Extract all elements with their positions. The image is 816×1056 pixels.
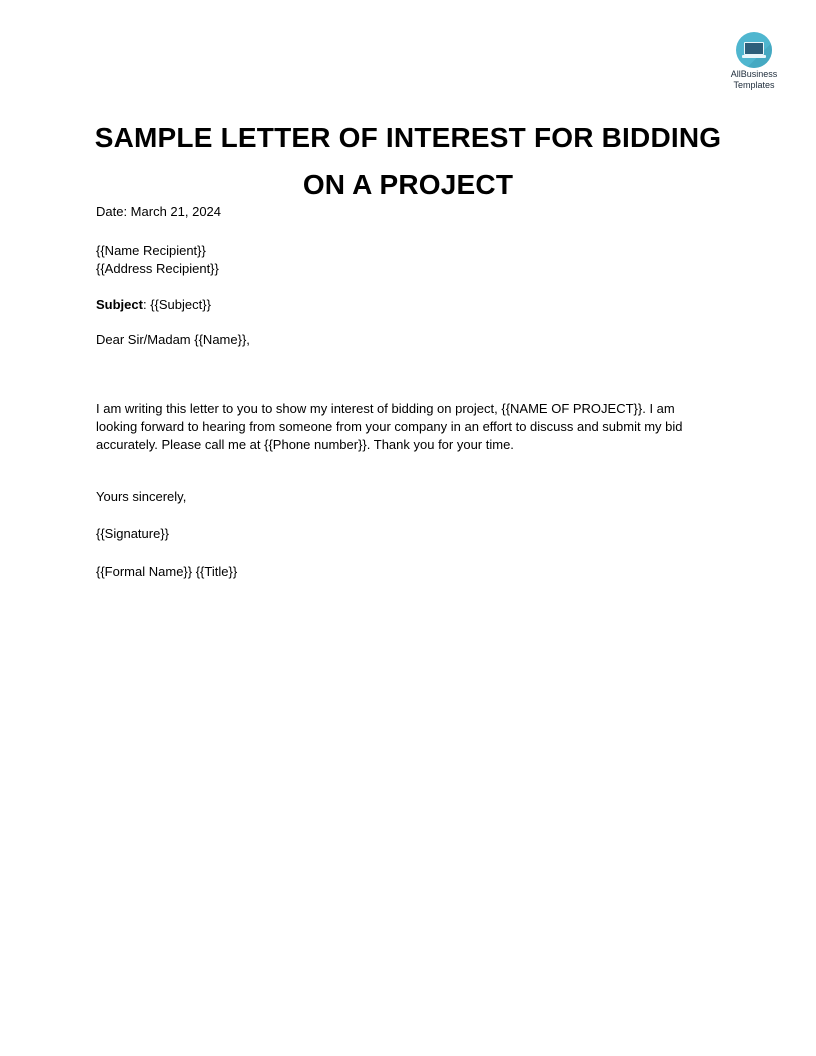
signoff-name-title: {{Formal Name}} {{Title}}	[96, 564, 238, 579]
document-title-line2: ON A PROJECT	[302, 169, 514, 200]
document-title	[80, 114, 736, 208]
letter-body-line3: accurately. Please call me at {{Phone number}}. Thank you for your time.	[96, 437, 514, 452]
logo-text-line2: Templates	[733, 80, 775, 90]
logo-text-line1: AllBusiness	[730, 69, 778, 79]
recipient-address: {{Address Recipient}}	[96, 261, 219, 276]
company-logo	[724, 32, 784, 90]
subject-label: Subject	[96, 297, 143, 312]
salutation: Dear Sir/Madam {{Name}},	[96, 332, 250, 347]
document-title-line1: SAMPLE LETTER OF INTEREST FOR BIDDING	[94, 122, 722, 153]
subject-line	[96, 296, 211, 314]
letter-body-line1: I am writing this letter to you to show my interest of bidding on project, {{NAME OF PROJECT}}. I am	[96, 401, 675, 416]
laptop-icon	[736, 32, 772, 68]
signature-placeholder: {{Signature}}	[96, 526, 170, 541]
closing: Yours sincerely,	[96, 489, 187, 504]
letter-date: Date: March 21, 2024	[96, 204, 222, 219]
recipient-name: {{Name Recipient}}	[96, 243, 206, 258]
subject-value: : {{Subject}}	[142, 297, 211, 312]
letter-body-line2: looking forward to hearing from someone from your company in an effort to discuss and submit my bid	[96, 419, 683, 434]
letter-body	[96, 400, 726, 454]
